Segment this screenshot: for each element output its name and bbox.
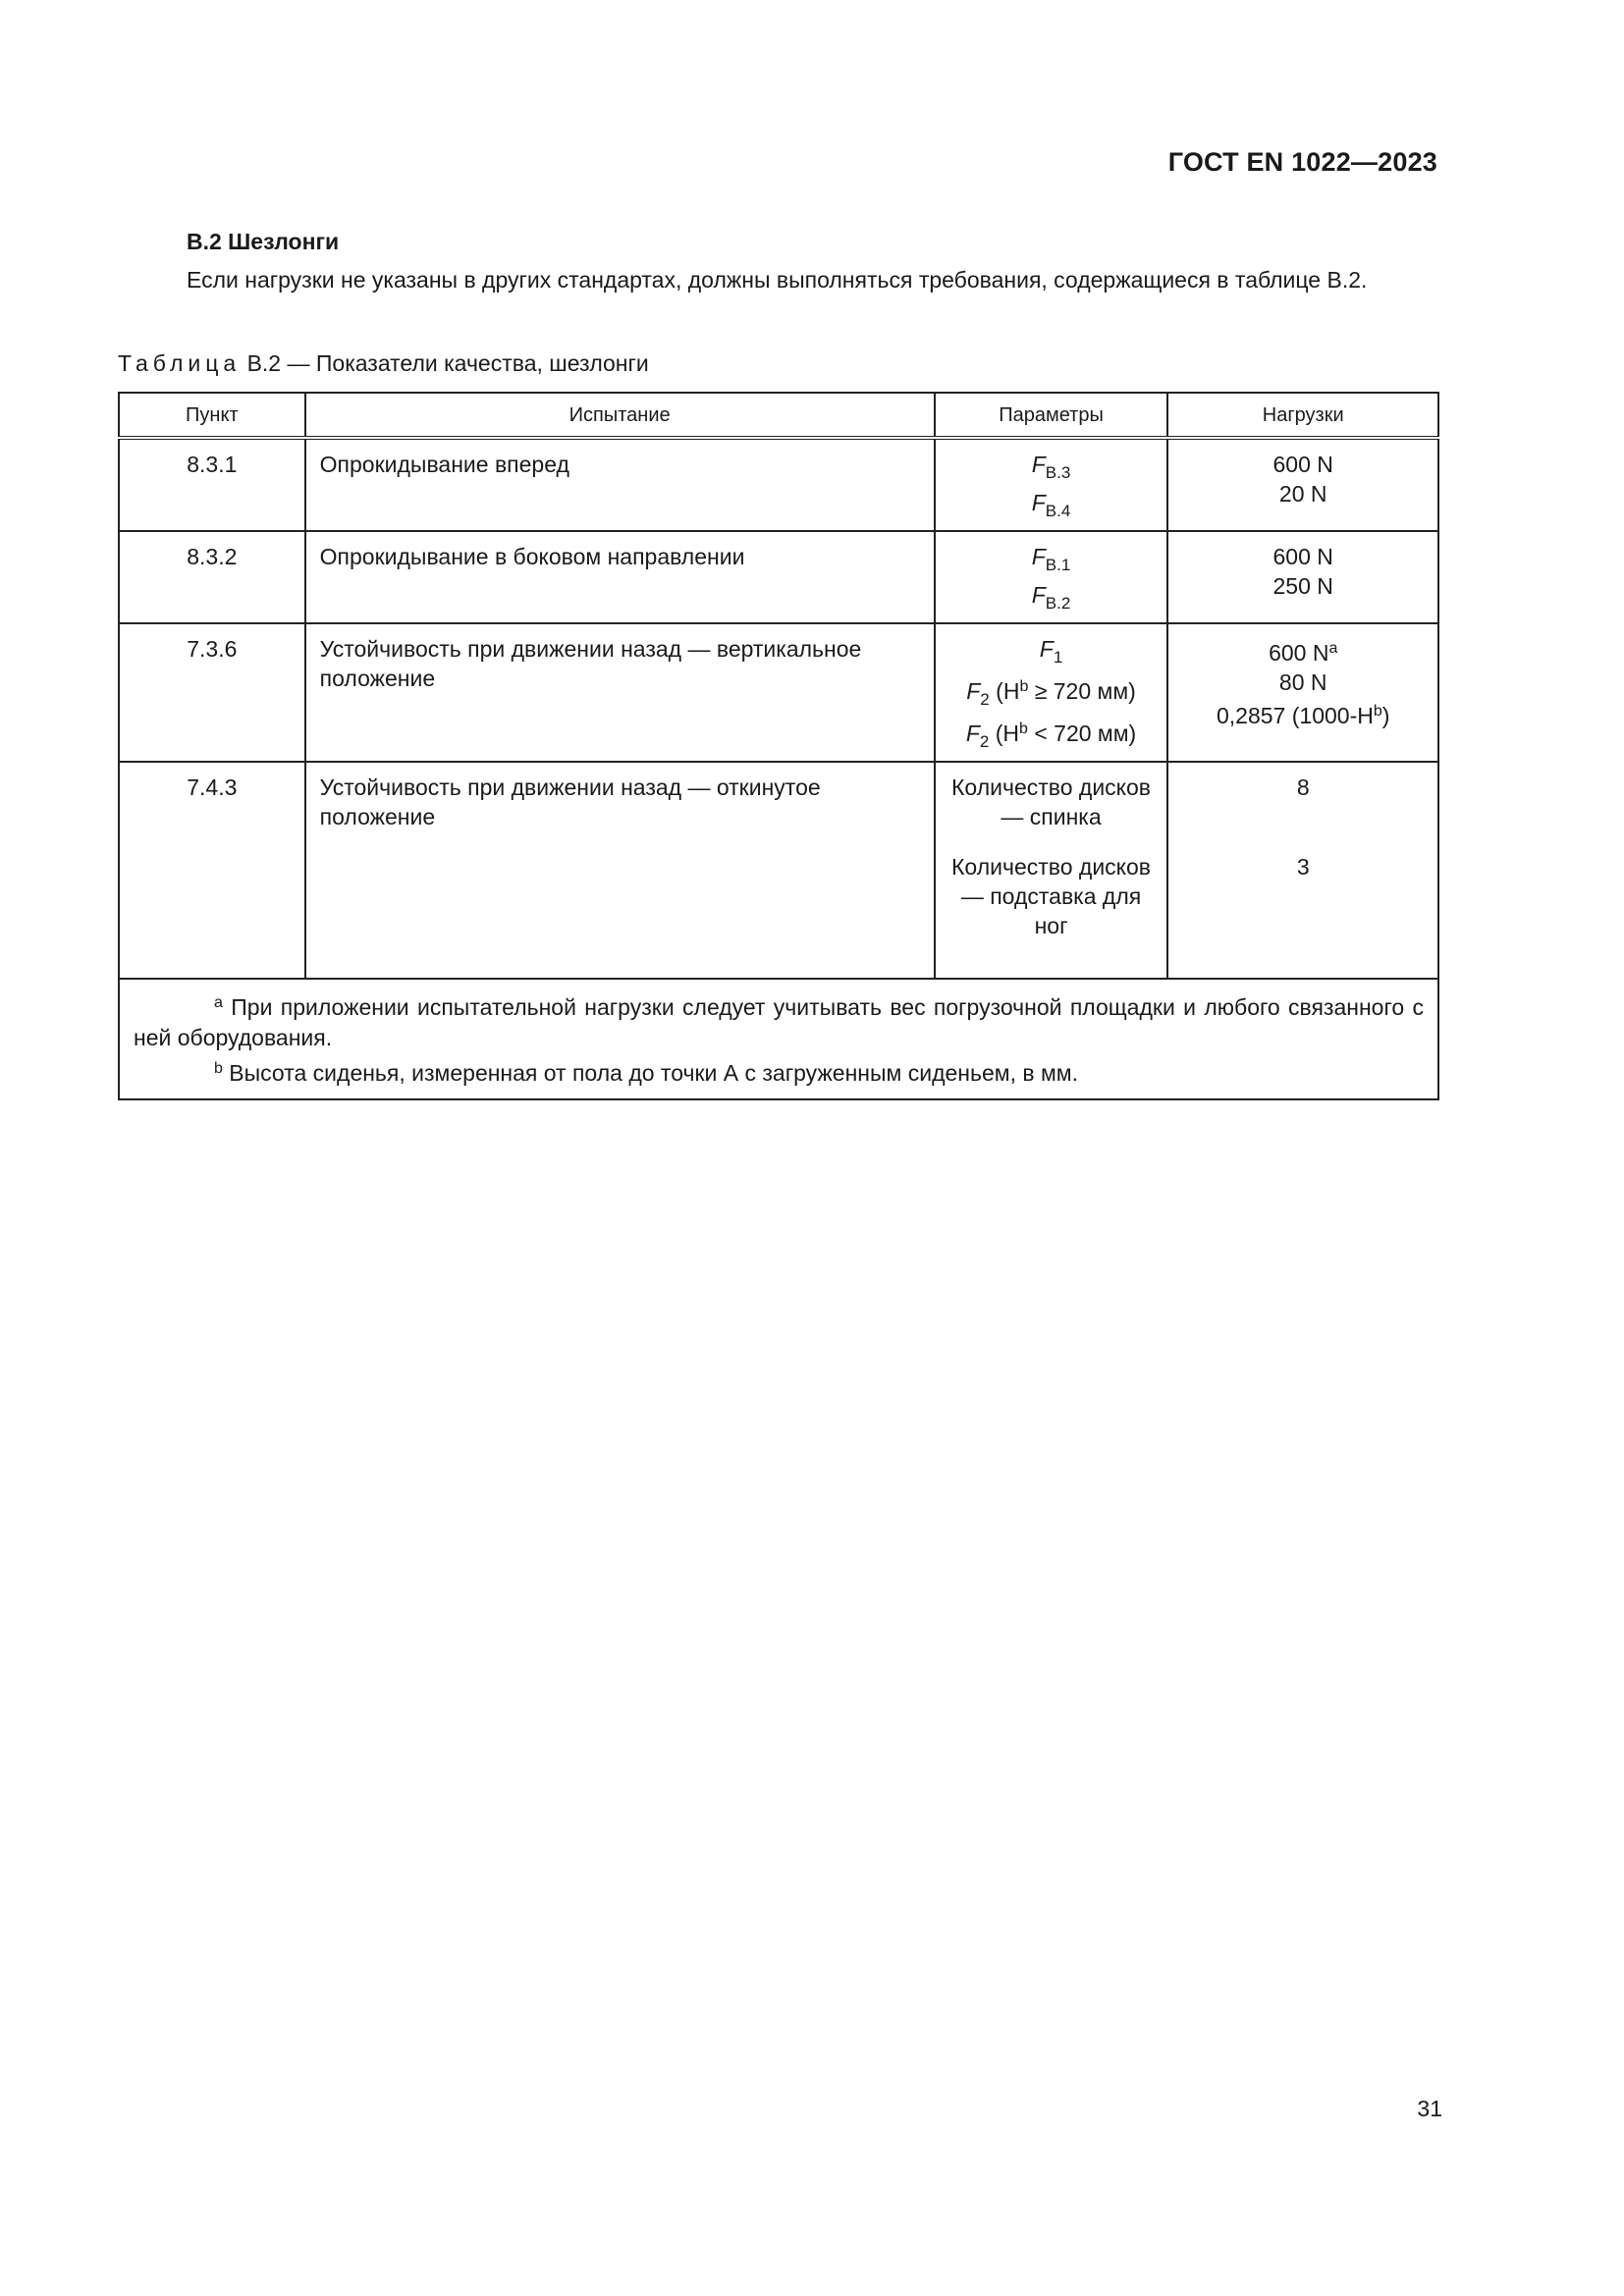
table-footnotes [119, 979, 1438, 1099]
table-row [119, 531, 1438, 623]
param-line: Количество дисков — спинка [951, 774, 1152, 829]
table-row [119, 623, 1438, 762]
param-line: $F_2$ ($H^b \ge 720$ мм) [966, 678, 1136, 709]
load-line: 8 [1296, 774, 1310, 800]
cell-test: Устойчивость при движении назад — откинутое положение [305, 762, 935, 979]
footnote-b: $^b$ Высота сиденья, измеренная от пола до точки А с загруженным сиденьем, в мм. [214, 1060, 1078, 1086]
cell-loads [1167, 762, 1438, 979]
header-loads: Нагрузки [1167, 393, 1438, 438]
footnote-a: $^a$ При приложении испытательной нагрузки следует учитывать вес погрузочной площадки и любого связанного с ней оборудования. [134, 994, 1424, 1050]
cell-loads [1167, 623, 1438, 762]
param-line: $F_{B.1}$ [1031, 544, 1071, 574]
load-line: 0,2857 $(1000-H^b)$ [1217, 703, 1390, 728]
load-line: 600 N [1272, 544, 1333, 569]
cell-clause: 8.3.1 [119, 438, 305, 531]
header-params: Параметры [935, 393, 1168, 438]
cell-test: Опрокидывание в боковом направлении [305, 531, 935, 623]
param-line: $F_{B.2}$ [1031, 582, 1071, 613]
page-number: 31 [1417, 2096, 1442, 2121]
header-test: Испытание [305, 393, 935, 438]
cell-params [935, 531, 1168, 623]
load-line: 250 N [1272, 573, 1333, 599]
param-line: $F_{B.3}$ [1031, 452, 1071, 482]
table-header-row [119, 393, 1438, 438]
cell-clause: 7.4.3 [119, 762, 305, 979]
cell-loads [1167, 438, 1438, 531]
cell-params [935, 762, 1168, 979]
cell-clause: 7.3.6 [119, 623, 305, 762]
cell-clause: 8.3.2 [119, 531, 305, 623]
table-caption [118, 350, 649, 377]
param-line: $F_2$ ($H^b < 720$ мм) [965, 721, 1137, 751]
table-caption-word: Таблица [118, 350, 242, 376]
load-line: 3 [1296, 854, 1310, 880]
cell-params [935, 438, 1168, 531]
section-title: B.2 Шезлонги [187, 229, 340, 254]
cell-loads [1167, 531, 1438, 623]
table-row [119, 762, 1438, 979]
quality-table [118, 392, 1439, 1100]
header-clause: Пункт [119, 393, 305, 438]
load-line: 20 N [1278, 481, 1327, 507]
cell-test: Опрокидывание вперед [305, 438, 935, 531]
document-code: ГОСТ EN 1022—2023 [1167, 147, 1437, 177]
cell-params [935, 623, 1168, 762]
load-line: 600 N [1272, 452, 1333, 477]
load-line: 80 N [1278, 669, 1327, 695]
param-line: Количество дисков — подставка для ног [951, 854, 1152, 938]
intro-paragraph: Если нагрузки не указаны в других стандартах, должны выполняться требования, содержащиеся в таблице B.2. [187, 267, 1368, 293]
table-footnotes-row [119, 979, 1438, 1099]
param-line: $F_1$ [1039, 636, 1063, 667]
load-line: 600 $N^a$ [1269, 640, 1338, 666]
cell-test: Устойчивость при движении назад — вертикальное положение [305, 623, 935, 762]
table-caption-text: B.2 — Показатели качества, шезлонги [241, 350, 649, 376]
table-row [119, 438, 1438, 531]
param-line: $F_{B.4}$ [1031, 490, 1071, 520]
